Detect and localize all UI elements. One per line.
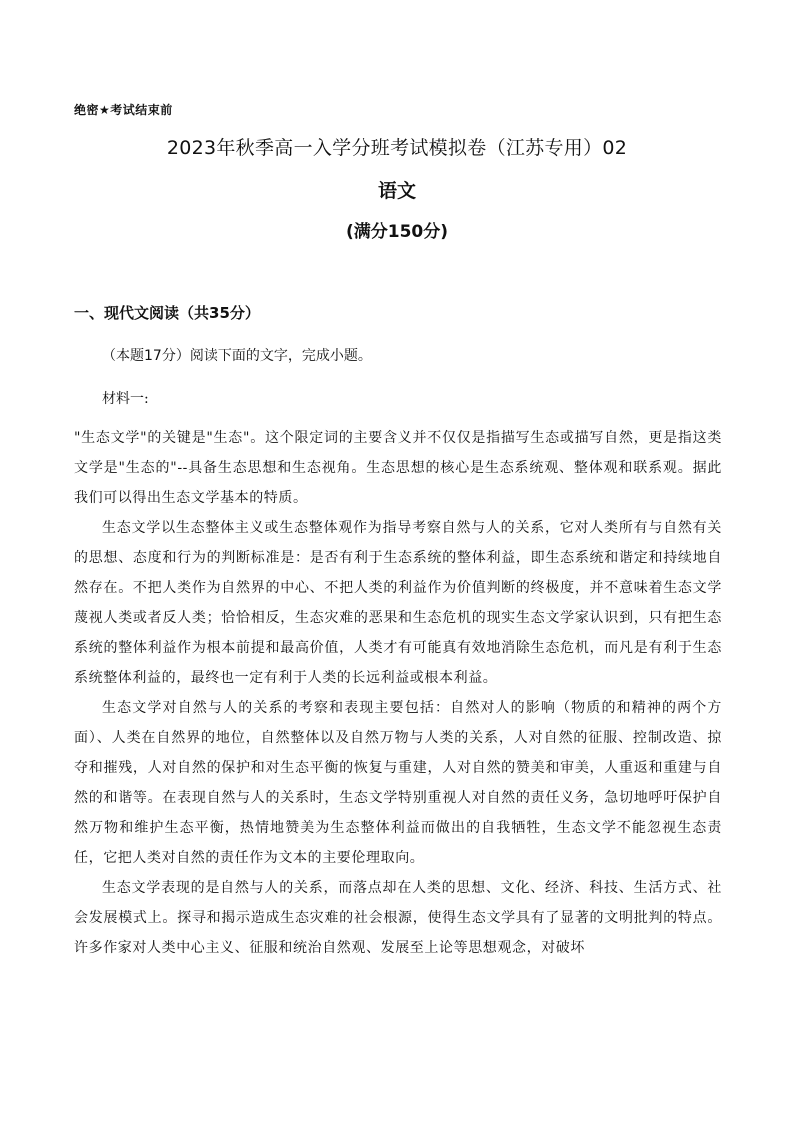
subject-title: 语文 (377, 180, 416, 202)
reading-passage (74, 423, 722, 963)
confidential-label: 绝密★考试结束前 (74, 103, 173, 117)
passage-paragraph: 生态文学表现的是自然与人的关系，而落点却在人类的思想、文化、经济、科技、生活方式、社会发展模式上。探寻和揭示造成生态灾难的社会根源，使得生态文学具有了显著的文明批判的特点。许多作家对人类中心主义、征服和统治自然观、发展至上论等思想观念，对破坏 (74, 880, 722, 956)
passage-paragraph: 生态文学以生态整体主义或生态整体观作为指导考察自然与人的关系，它对人类所有与自然有关的思想、态度和行为的判断标准是：是否有利于生态系统的整体利益，即生态系统和谐定和持续地自然存在。不把人类作为自然界的中心、不把人类的利益作为价值判断的终极度，并不意味着生态文学蔑视人类或者反人类；恰恰相反，生态灾难的恶果和生态危机的现实生态文学家认识到，只有把生态系统的整体利益作为根本前提和最高价值，人类才有可能真有效地消除生态危机，而凡是有利于生态系统整体利益的，最终也一定有利于人类的长远利益或根本利益。 (74, 520, 722, 686)
section-heading: 一、现代文阅读（共35分） (74, 304, 260, 322)
question-intro: （本题17分）阅读下面的文字，完成小题。 (102, 348, 372, 364)
exam-title: 2023年秋季高一入学分班考试模拟卷（江苏专用）02 (166, 137, 628, 159)
passage-paragraph: 生态文学对自然与人的关系的考察和表现主要包括：自然对人的影响（物质的和精神的两个方面）、人类在自然界的地位，自然整体以及自然万物与人类的关系，人对自然的征服、控制改造、掠夺和摧残，人对自然的保护和对生态平衡的恢复与重建，人对自然的赞美和审美，人重返和重建与自然的和谐等。在表现自然与人的关系时，生态文学特别重视人对自然的责任义务，急切地呼吁保护自然万物和维护生态平衡，热情地赞美为生态整体利益而做出的自我牺牲，生态文学不能忽视生态责任，它把人类对自然的责任作为文本的主要伦理取向。 (74, 700, 722, 866)
material-label: 材料一: (102, 391, 149, 407)
full-score: (满分150分) (345, 222, 449, 242)
passage-paragraph: "生态文学"的关键是"生态"。这个限定词的主要含义并不仅仅是指描写生态或描写自然，更是指这类文学是"生态的"--具备生态思想和生态视角。生态思想的核心是生态系统观、整体观和联系观。据此我们可以得出生态文学基本的特质。 (74, 430, 722, 506)
